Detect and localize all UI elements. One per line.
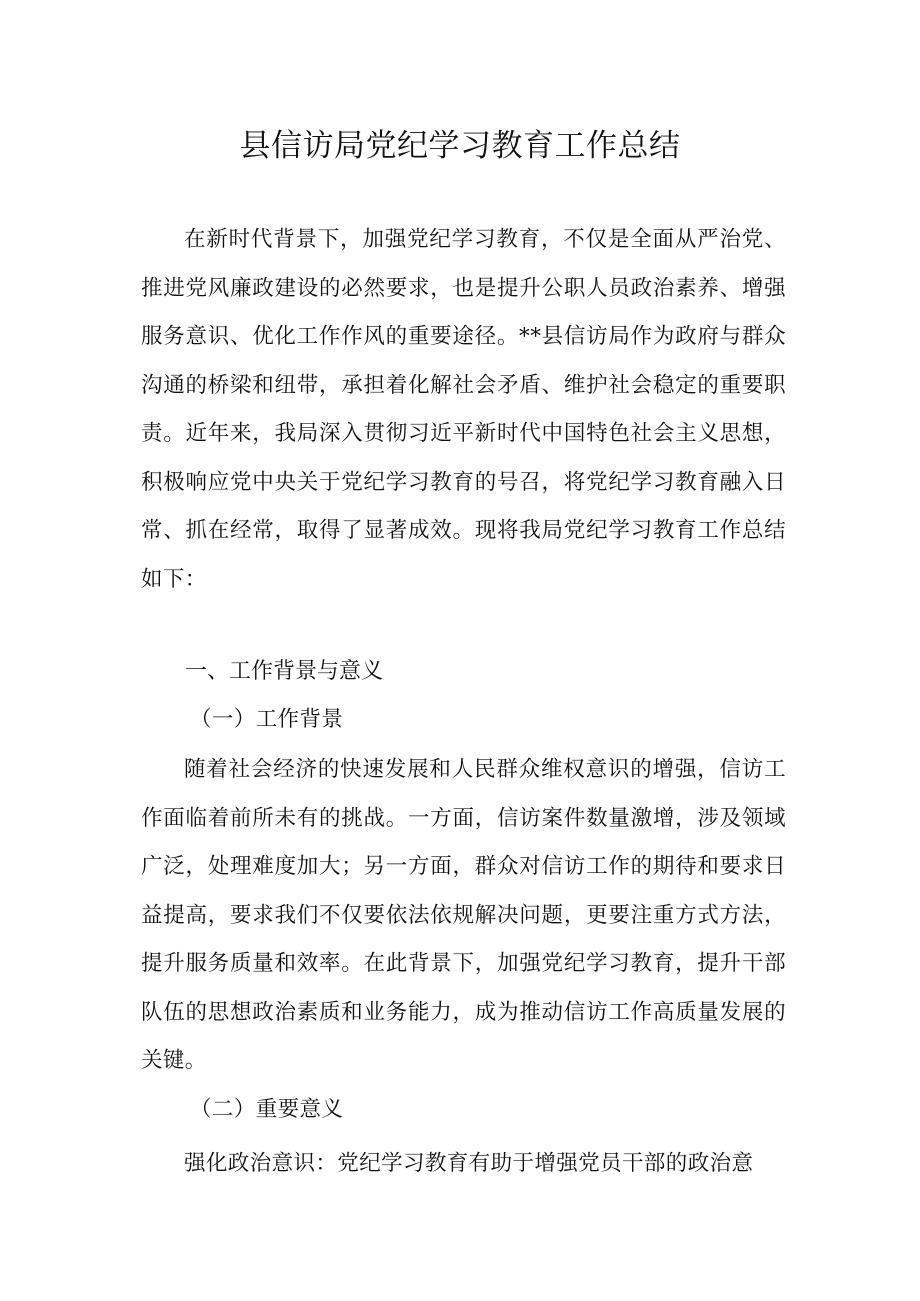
background-paragraph: 随着社会经济的快速发展和人民群众维权意识的增强，信访工作面临着前所未有的挑战。一方面，信访案件数量激增，涉及领域广泛，处理难度加大；另一方面，群众对信访工作的期待和要求日益提高，要求我们不仅要依法依规解决问题，更要注重方式方法，提升服务质量和效率。在此背景下，加强党纪学习教育，提升干部队伍的思想政治素质和业务能力，成为推动信访工作高质量发展的关键。 — [141, 757, 786, 1073]
subsection-heading-significance: （二）重要意义 — [190, 1097, 344, 1122]
section-heading-background: 一、工作背景与意义 — [185, 659, 384, 684]
significance-paragraph: 强化政治意识：党纪学习教育有助于增强党员干部的政治意 — [184, 1151, 754, 1176]
document-title: 县信访局党纪学习教育工作总结 — [239, 128, 681, 164]
intro-paragraph: 在新时代背景下，加强党纪学习教育，不仅是全面从严治党、推进党风廉政建设的必然要求，也是提升公职人员政治素养、增强服务意识、优化工作作风的重要途径。**县信访局作为政府与群众沟通的桥梁和纽带，承担着化解社会矛盾、维护社会稳定的重要职责。近年来，我局深入贯彻习近平新时代中国特色社会主义思想，积极响应党中央关于党纪学习教育的号召，将党纪学习教育融入日常、抓在经常，取得了显著成效。现将我局党纪学习教育工作总结如下： — [141, 227, 786, 592]
subsection-heading-background: （一）工作背景 — [190, 707, 344, 732]
